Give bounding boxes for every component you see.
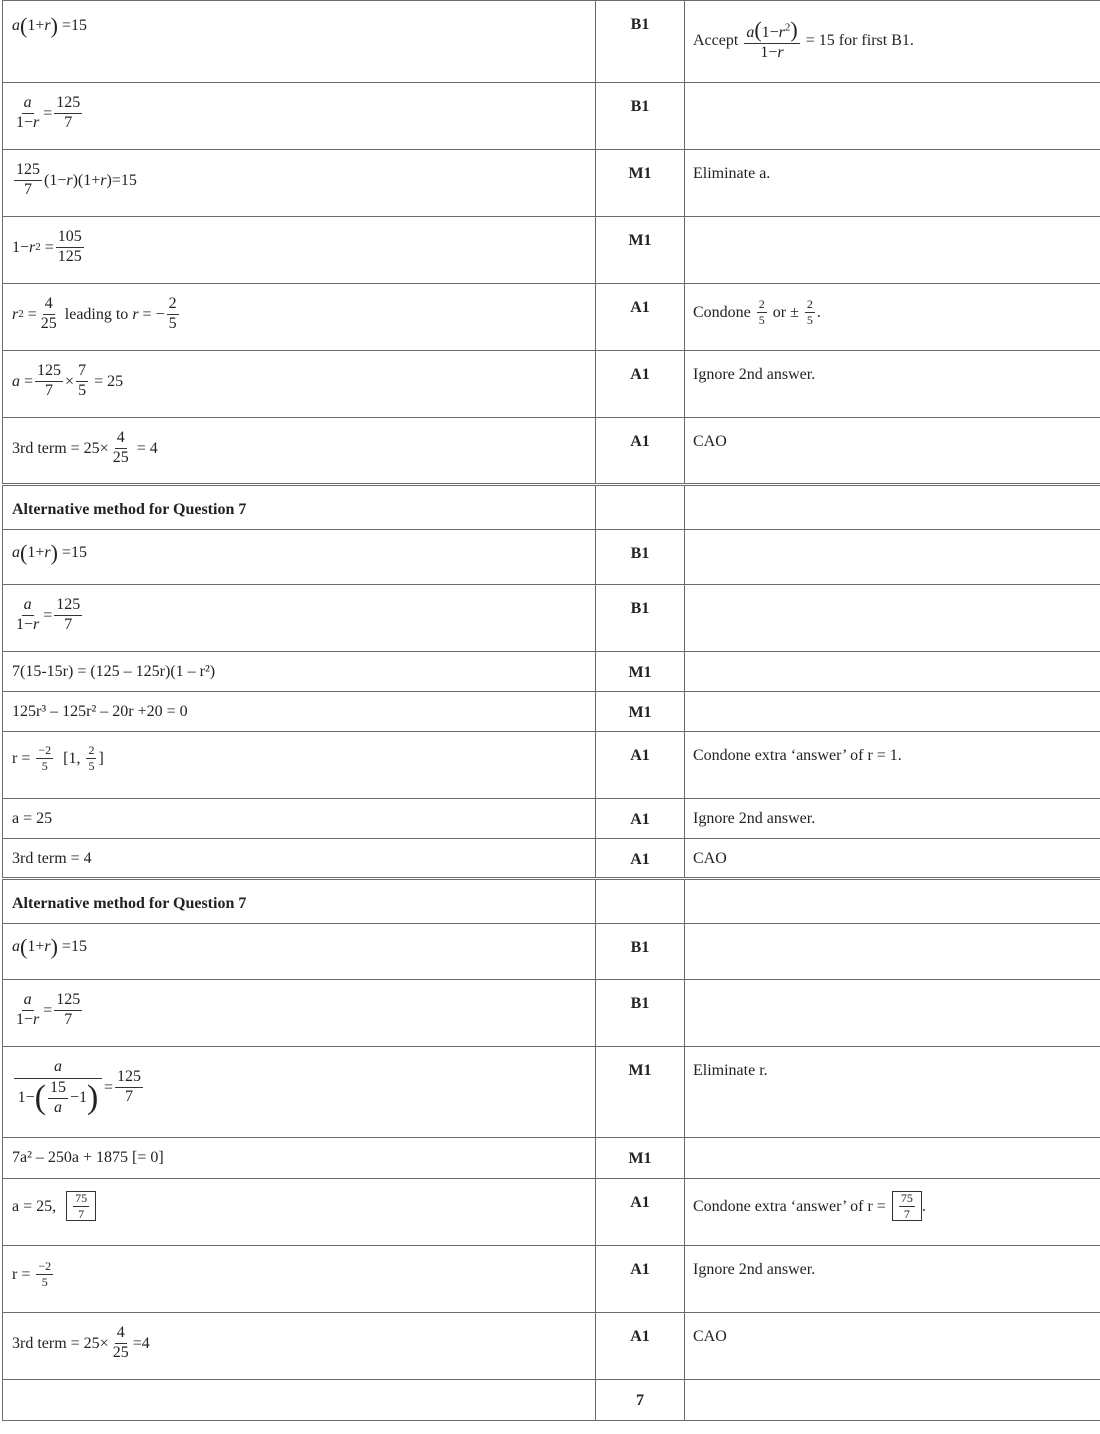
mark-cell: B1 (596, 924, 685, 980)
mark-cell: M1 (596, 150, 685, 217)
working-text: 3rd term = 4 (12, 850, 92, 867)
math-expression: r = $\frac{-2}{5}$ (12, 1259, 52, 1289)
total-marks: 7 (636, 1392, 644, 1409)
table-row (3, 692, 1100, 732)
table-row (3, 418, 1100, 485)
working-cell (3, 1313, 596, 1380)
math-expression: $\frac{125}{7}$ (1− r )(1+ r )=15 (16, 161, 137, 198)
working-cell (3, 732, 596, 799)
mark-cell: B1 (596, 585, 685, 652)
math-expression: $\frac{a}{1-r}$ = $\frac{125}{7}$ (16, 596, 81, 633)
note-cell: CAO (685, 839, 1100, 879)
table-row (3, 799, 1100, 839)
table-row (3, 1380, 1100, 1421)
table-row (3, 1179, 1100, 1246)
math-expression: a = $\frac{125}{7}$ × $\frac{7}{5}$ = 25 (12, 362, 124, 399)
note-cell (685, 284, 1100, 351)
table-row (3, 652, 1100, 692)
math-expression: a ( 1+ r ) =15 (12, 934, 87, 959)
mark-cell: A1 (596, 839, 685, 879)
table-row (3, 585, 1100, 652)
table-row (3, 879, 1100, 924)
table-row (3, 924, 1100, 980)
working-cell (3, 351, 596, 418)
table-row (3, 980, 1100, 1047)
section-heading-cell (3, 879, 596, 924)
note-cell: Condone extra ‘answer’ of r = 1. (685, 732, 1100, 799)
note-expression: Accept $\frac{a(1-r^2)}{1-r}$ = 15 for first B1. (693, 17, 914, 61)
working-cell (3, 652, 596, 692)
table-row (3, 485, 1100, 530)
total-mark-cell (596, 1380, 685, 1421)
note-cell: Ignore 2nd answer. (685, 799, 1100, 839)
mark-cell: M1 (596, 692, 685, 732)
working-text: a = 25 (12, 810, 53, 827)
math-expression: a = 25, $\frac{75}{7}$ (12, 1191, 96, 1221)
working-cell (3, 1179, 596, 1246)
working-cell (3, 1, 596, 83)
math-expression: a 1− ( $\frac{15}{a}$ −1 ) = $\frac{125}{7}$ (12, 1059, 145, 1116)
table-row (3, 732, 1100, 799)
note-cell: CAO (685, 1313, 1100, 1380)
table-row (3, 83, 1100, 150)
note-cell (685, 1179, 1100, 1246)
math-expression: $\frac{a}{1-r}$ = $\frac{125}{7}$ (16, 991, 81, 1028)
mark-cell: M1 (596, 217, 685, 284)
math-expression: a ( 1+ r ) =15 (12, 540, 87, 565)
note-cell: Eliminate a. (685, 150, 1100, 217)
table-row (3, 1313, 1100, 1380)
mark-cell: B1 (596, 1, 685, 83)
section-heading: Alternative method for Question 7 (12, 501, 247, 518)
working-cell (3, 1246, 596, 1313)
working-cell (3, 980, 596, 1047)
mark-cell: A1 (596, 418, 685, 485)
mark-cell: B1 (596, 980, 685, 1047)
mark-cell: A1 (596, 732, 685, 799)
note-cell (685, 217, 1100, 284)
math-expression: 3rd term = 25× $\frac{4}{25}$ =4 (12, 1324, 150, 1361)
math-expression: 1− r 2 = $\frac{105}{125}$ (12, 228, 82, 265)
mark-cell: A1 (596, 1313, 685, 1380)
mark-cell: A1 (596, 1179, 685, 1246)
mark-cell: M1 (596, 1047, 685, 1138)
math-expression: r = $\frac{-2}{5}$ [1, $\frac{2}{5}$ ] (12, 743, 104, 773)
working-text: 7a² – 250a + 1875 [= 0] (12, 1149, 164, 1166)
table-row (3, 530, 1100, 585)
working-cell (3, 1047, 596, 1138)
table-row (3, 1047, 1100, 1138)
math-expression: $\frac{a}{1-r}$ = $\frac{125}{7}$ (16, 94, 81, 131)
mark-cell: A1 (596, 799, 685, 839)
mark-cell: M1 (596, 652, 685, 692)
working-text: 7(15-15r) = (125 – 125r)(1 – r²) (12, 663, 216, 680)
table-row (3, 351, 1100, 418)
working-cell (3, 585, 596, 652)
table-row (3, 1, 1100, 83)
table-row (3, 284, 1100, 351)
note-cell (685, 1, 1100, 83)
working-cell (3, 217, 596, 284)
working-cell (3, 1138, 596, 1179)
working-text: 125r³ – 125r² – 20r +20 = 0 (12, 703, 188, 720)
mark-cell: B1 (596, 83, 685, 150)
table-row (3, 150, 1100, 217)
mark-cell: M1 (596, 1138, 685, 1179)
mark-scheme-table (2, 0, 1100, 1421)
working-cell (3, 150, 596, 217)
table-row (3, 1138, 1100, 1179)
working-cell (3, 839, 596, 879)
mark-cell: A1 (596, 1246, 685, 1313)
mark-cell: A1 (596, 284, 685, 351)
math-expression: r 2 = $\frac{4}{25}$ leading to r = − $\frac{2}{5}$ (12, 295, 177, 332)
working-cell (3, 799, 596, 839)
table-row (3, 839, 1100, 879)
note-expression: Condone extra ‘answer’ of r = $\frac{75}{7}$ . (693, 1191, 926, 1221)
mark-scheme-page (2, 0, 1098, 1434)
note-cell: Ignore 2nd answer. (685, 1246, 1100, 1313)
note-cell (685, 83, 1100, 150)
mark-cell: B1 (596, 530, 685, 585)
working-cell (3, 924, 596, 980)
working-cell (3, 418, 596, 485)
note-cell: CAO (685, 418, 1100, 485)
working-cell (3, 530, 596, 585)
note-cell: Ignore 2nd answer. (685, 351, 1100, 418)
note-expression: Condone $\frac{2}{5}$ or ± $\frac{2}{5}$ . (693, 297, 821, 327)
working-cell (3, 284, 596, 351)
table-row (3, 217, 1100, 284)
math-expression: 3rd term = 25× $\frac{4}{25}$ = 4 (12, 429, 158, 466)
math-expression: a ( 1+ r ) =15 (12, 13, 87, 38)
section-heading: Alternative method for Question 7 (12, 895, 247, 912)
section-heading-cell (3, 485, 596, 530)
mark-cell: A1 (596, 351, 685, 418)
working-cell (3, 83, 596, 150)
note-cell: Eliminate r. (685, 1047, 1100, 1138)
working-cell (3, 692, 596, 732)
table-row (3, 1246, 1100, 1313)
